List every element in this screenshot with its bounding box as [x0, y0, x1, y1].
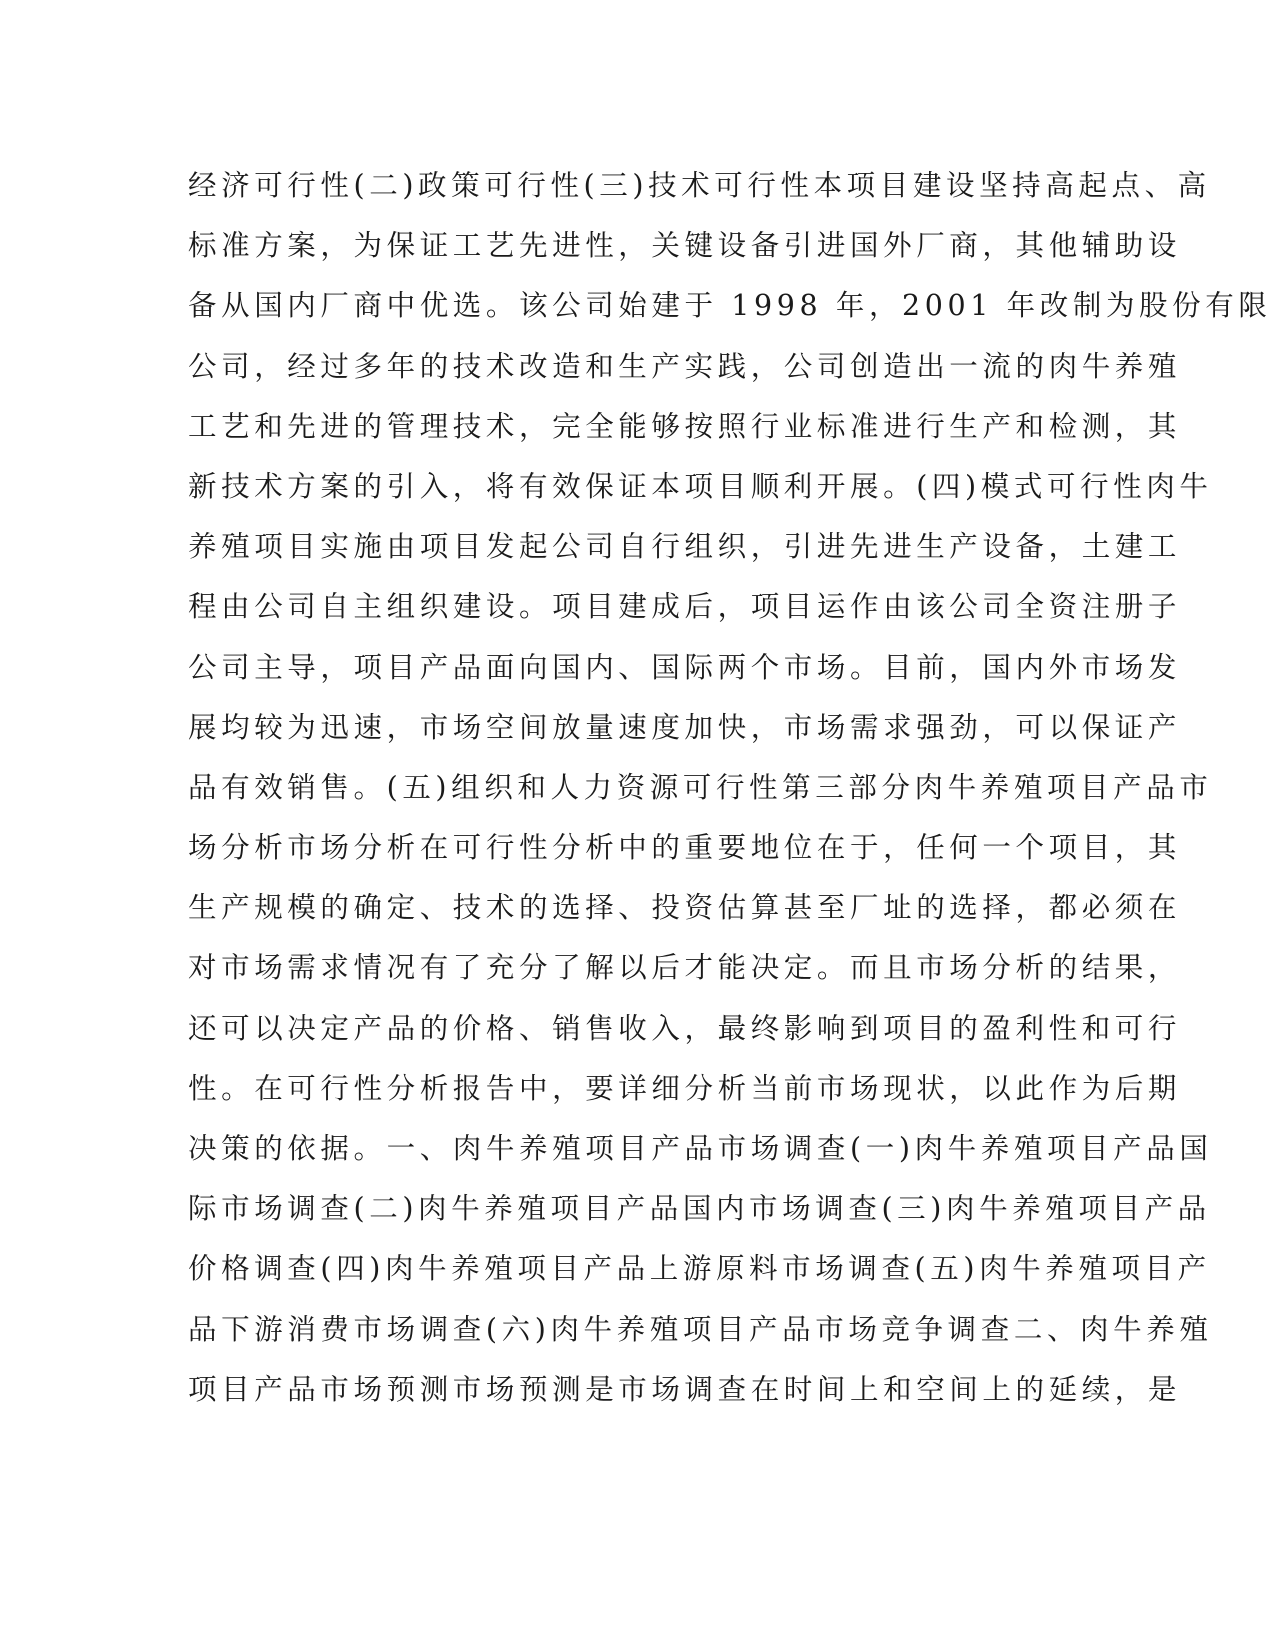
text-line: 价格调查(四)肉牛养殖项目产品上游原料市场调查(五)肉牛养殖项目产 — [188, 1252, 1211, 1286]
text-line: 对市场需求情况有了充分了解以后才能决定。而且市场分析的结果， — [188, 951, 1182, 985]
text-line: 还可以决定产品的价格、销售收入，最终影响到项目的盈利性和可行 — [188, 1011, 1182, 1045]
text-line: 决策的依据。一、肉牛养殖项目产品市场调查(一)肉牛养殖项目产品国 — [188, 1132, 1213, 1165]
text-line: 品有效销售。(五)组织和人力资源可行性第三部分肉牛养殖项目产品市 — [188, 770, 1213, 804]
text-line: 展均较为迅速，市场空间放量速度加快，市场需求强劲，可以保证产 — [188, 710, 1182, 744]
text-line: 际市场调查(二)肉牛养殖项目产品国内市场调查(三)肉牛养殖项目产品 — [188, 1192, 1211, 1226]
text-line: 场分析市场分析在可行性分析中的重要地位在于，任何一个项目，其 — [188, 831, 1182, 865]
text-line: 程由公司自主组织建设。项目建成后，项目运作由该公司全资注册子 — [188, 590, 1182, 624]
text-line: 经济可行性(二)政策可行性(三)技术可行性本项目建设坚持高起点、高 — [188, 169, 1211, 202]
text-line: 性。在可行性分析报告中，要详细分析当前市场现状，以此作为后期 — [188, 1071, 1182, 1105]
text-line: 工艺和先进的管理技术，完全能够按照行业标准进行生产和检测，其 — [188, 409, 1182, 443]
text-line: 标准方案，为保证工艺先进性，关键设备引进国外厂商，其他辅助设 — [188, 229, 1182, 263]
text-line: 生产规模的确定、技术的选择、投资估算甚至厂址的选择，都必须在 — [188, 891, 1182, 925]
text-line: 品下游消费市场调查(六)肉牛养殖项目产品市场竞争调查二、肉牛养殖 — [188, 1312, 1213, 1346]
text-line: 备从国内厂商中优选。该公司始建于 1998 年，2001 年改制为股份有限 — [188, 289, 1272, 323]
text-line: 公司主导，项目产品面向国内、国际两个市场。目前，国内外市场发 — [188, 650, 1182, 684]
text-line: 公司，经过多年的技术改造和生产实践，公司创造出一流的肉牛养殖 — [188, 349, 1182, 383]
text-line: 项目产品市场预测市场预测是市场调查在时间上和空间上的延续，是 — [188, 1372, 1182, 1406]
body-text — [188, 156, 1272, 1420]
text-line: 养殖项目实施由项目发起公司自行组织，引进先进生产设备，土建工 — [188, 530, 1182, 564]
text-line: 新技术方案的引入，将有效保证本项目顺利开展。(四)模式可行性肉牛 — [188, 469, 1213, 503]
